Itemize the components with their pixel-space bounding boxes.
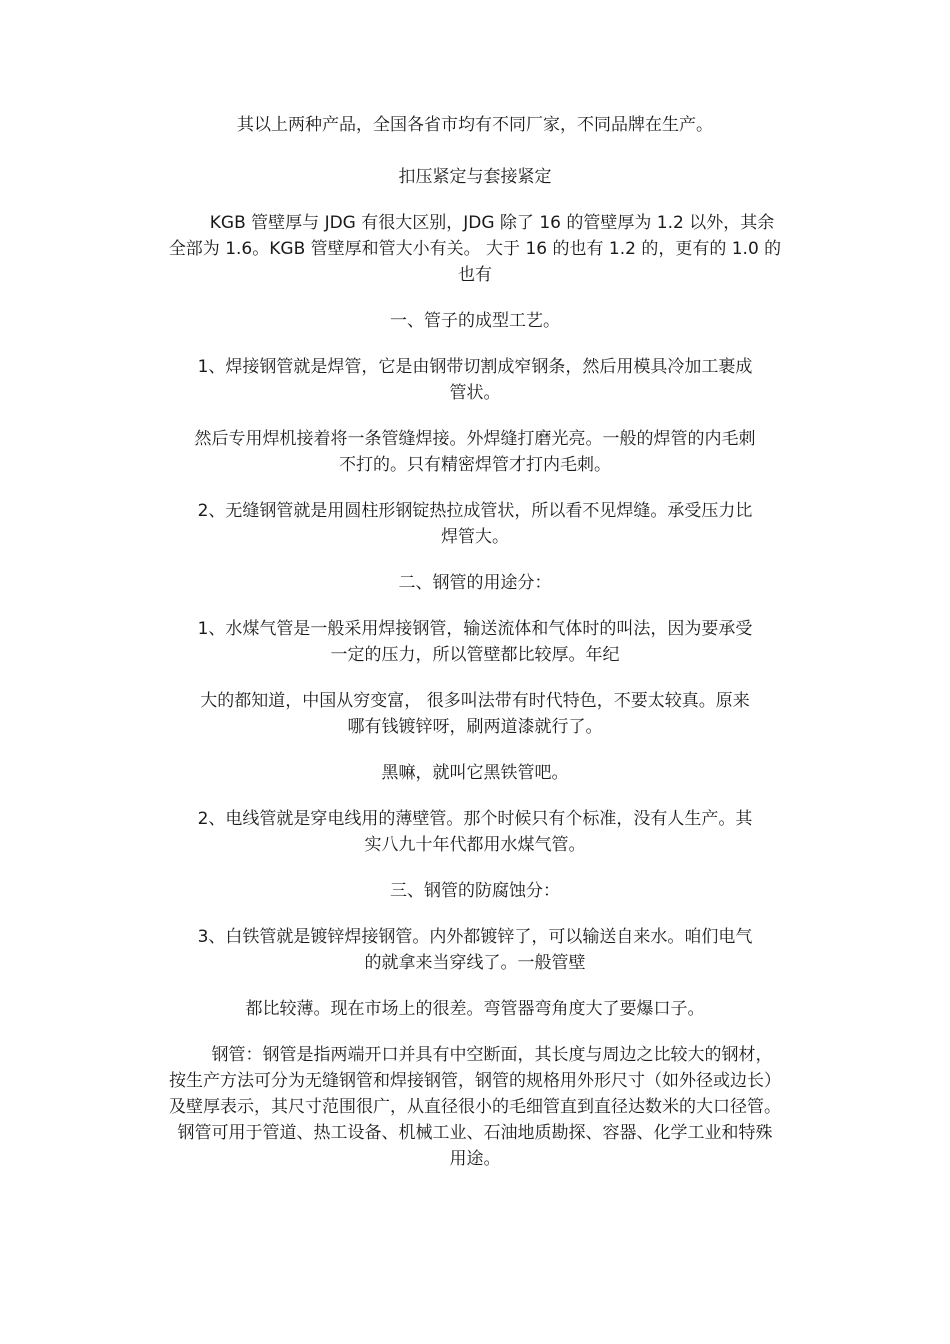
text-line: 2、电线管就是穿电线用的薄壁管。那个时候只有个标准，没有人生产。其 [197,809,753,829]
text-line: 2、无缝钢管就是用圆柱形钢锭热拉成管状，所以看不见焊缝。承受压力比 [197,501,753,521]
text-line: 二、钢管的用途分： [398,573,552,593]
paragraph-intro [140,112,810,138]
text-line: 一、管子的成型工艺。 [390,311,560,331]
paragraph-welding-process [140,426,810,478]
paragraph-gas-pipe [140,616,810,668]
text-line: 1、水煤气管是一般采用焊接钢管，输送流体和气体时的叫法，因为要承受 [197,619,753,639]
paragraph-history [140,688,810,740]
text-line: 不打的。只有精密焊管才打内毛刺。 [339,455,611,475]
text-line: 3、白铁管就是镀锌焊接钢管。内外都镀锌了，可以输送自来水。咱们电气 [197,927,753,947]
text-line: 黑嘛，就叫它黑铁管吧。 [381,763,569,783]
paragraph-black-pipe [140,760,810,786]
text-line: 也有 [458,265,492,285]
paragraph-galvanized-pipe [140,924,810,976]
text-line: 其以上两种产品，全国各省市均有不同厂家，不同品牌在生产。 [237,115,713,135]
text-line: 实八九十年代都用水煤气管。 [364,835,586,855]
text-line: 然后专用焊机接着将一条管缝焊接。外焊缝打磨光亮。一般的焊管的内毛刺 [194,429,756,449]
paragraph-seamless-pipe [140,498,810,550]
text-line: 三、钢管的防腐蚀分： [390,881,560,901]
paragraph-heading-fastening [140,164,810,190]
paragraph-conduit [140,806,810,858]
paragraph-kgb-jdg [140,210,810,288]
section-heading-anticorrosion [140,878,810,904]
section-heading-usage [140,570,810,596]
section-heading-forming [140,308,810,334]
text-line: 哪有钱镀锌呀，刷两道漆就行了。 [347,717,603,737]
text-line: 用途。 [449,1149,501,1169]
text-line: KGB 管壁厚与 JDG 有很大区别，JDG 除了 16 的管壁厚为 1.2 以外，其余 [209,213,775,233]
text-line: 按生产方法可分为无缝钢管和焊接钢管，钢管的规格用外形尺寸（如外径或边长） [169,1071,781,1091]
text-line: 1、焊接钢管就是焊管，它是由钢带切割成窄钢条，然后用模具冷加工裹成 [197,357,753,377]
text-line: 钢管：钢管是指两端开口并具有中空断面，其长度与周边之比较大的钢材， [211,1045,773,1065]
document-body [140,112,810,1192]
text-line: 焊管大。 [441,527,509,547]
text-line: 都比较薄。现在市场上的很差。弯管器弯角度大了要爆口子。 [245,999,705,1019]
paragraph-welded-pipe [140,354,810,406]
paragraph-wall-thickness [140,996,810,1022]
text-line: 的就拿来当穿线了。一般管壁 [364,953,586,973]
text-line: 大的都知道，中国从穷变富， 很多叫法带有时代特色，不要太较真。原来 [200,691,750,711]
text-line: 钢管可用于管道、热工设备、机械工业、石油地质勘探、容器、化学工业和特殊 [177,1123,773,1143]
text-line: 管状。 [449,383,501,403]
text-line: 扣压紧定与套接紧定 [398,167,552,187]
text-line: 一定的压力，所以管壁都比较厚。年纪 [330,645,620,665]
text-line: 全部为 1.6。KGB 管壁厚和管大小有关。 大于 16 的也有 1.2 的，更有的 1.0 的 [168,239,782,259]
text-line: 及壁厚表示，其尺寸范围很广，从直径很小的毛细管直到直径达数米的大口径管。 [169,1097,781,1117]
paragraph-steel-pipe-definition [140,1042,810,1172]
